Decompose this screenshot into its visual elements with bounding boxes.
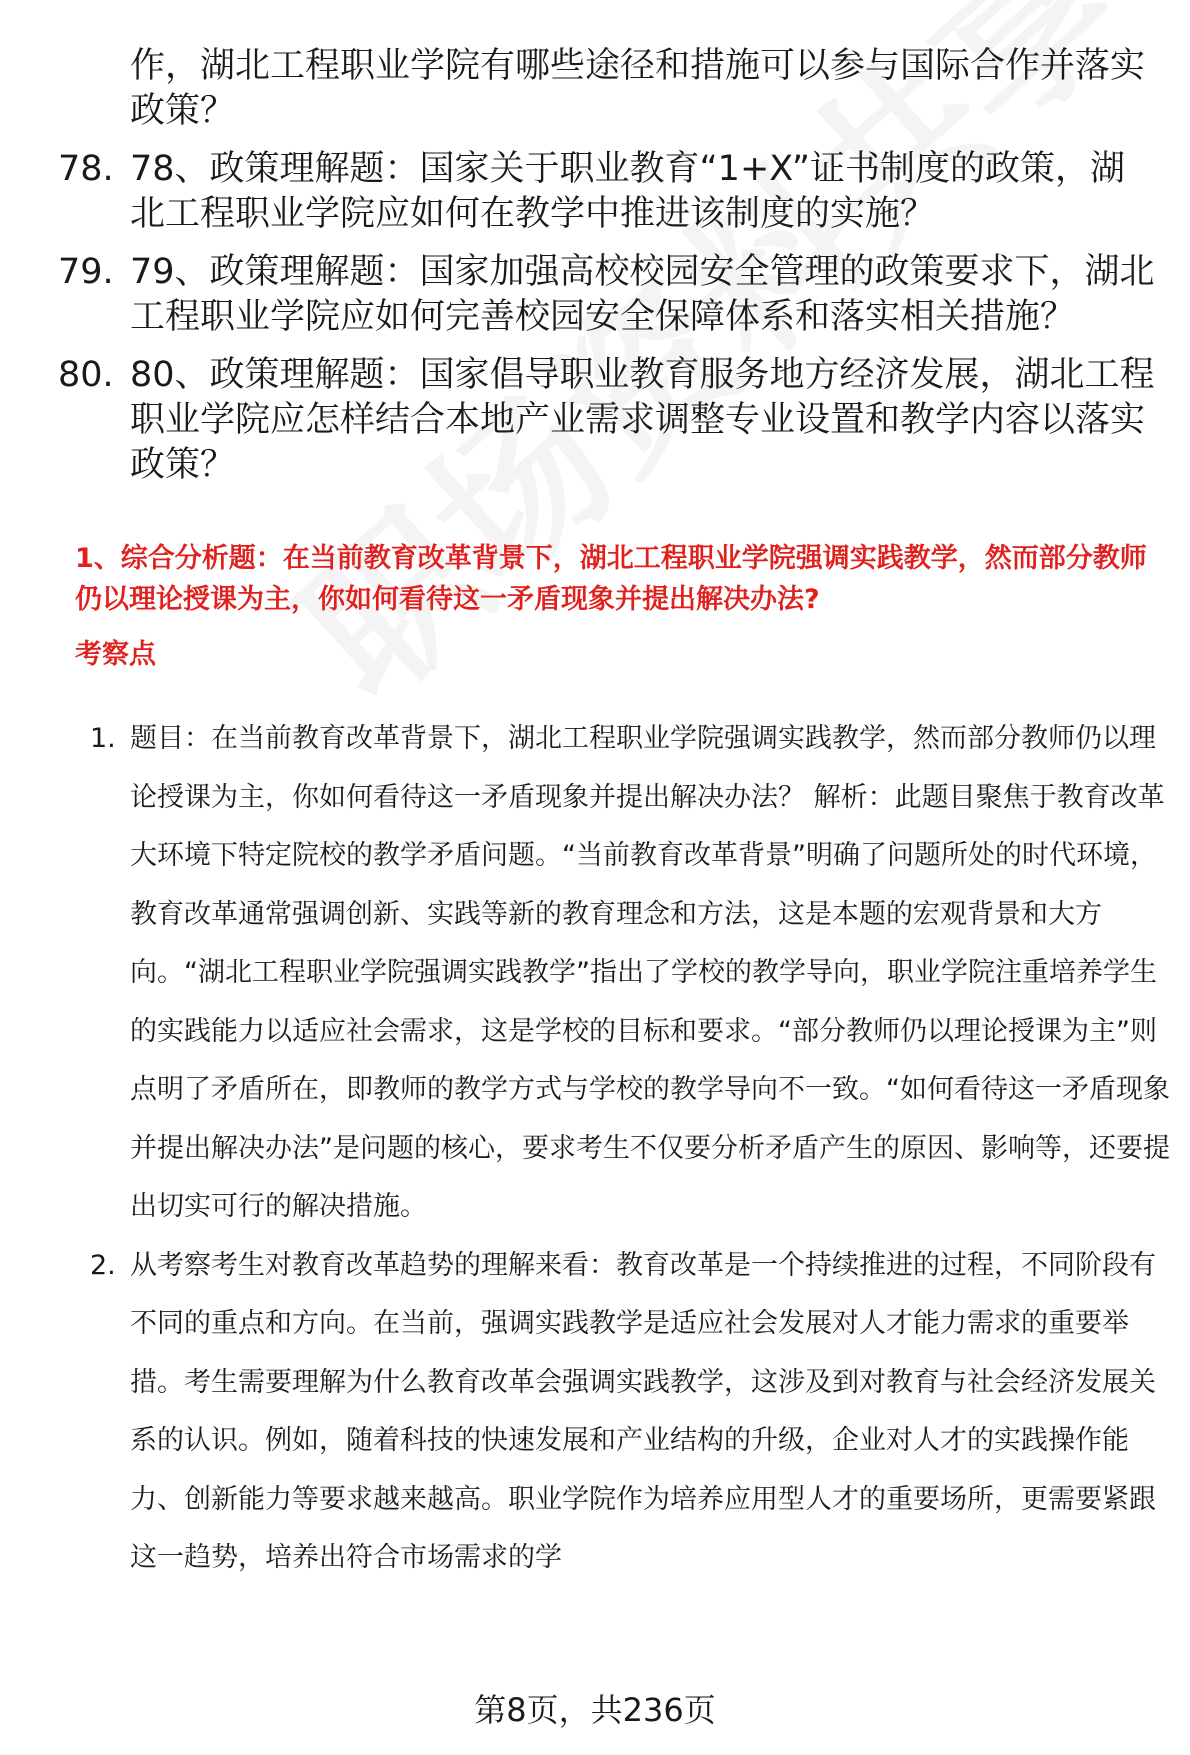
- question-number: 80.: [58, 355, 114, 395]
- answer-text: 从考察考生对教育改革趋势的理解来看：教育改革是一个持续推进的过程，不同阶段有不同的重点和方向。在当前，强调实践教学是适应社会发展对人才能力需求的重要举措。考生需要理解为什么教育改革会强调实践教学，这涉及到对教育与社会经济发展关系的认识。例如，随着科技的快速发展和产业结构的升级，企业对人才的实践操作能力、创新能力等要求越来越高。职业学院作为培养应用型人才的重要场所，更需要紧跟这一趋势，培养出符合市场需求的学: [130, 1249, 1156, 1573]
- section-title: 1、综合分析题：在当前教育改革背景下，湖北工程职业学院强调实践教学，然而部分教师仍以理论授课为主，你如何看待这一矛盾现象并提出解决办法?: [75, 543, 1147, 615]
- answer-list: [90, 710, 1170, 1588]
- question-77-continuation: 作，湖北工程职业学院有哪些途径和措施可以参与国际合作并落实政策？: [130, 46, 1146, 131]
- answer-number: 2.: [90, 1249, 116, 1281]
- list-item: [90, 1237, 1170, 1588]
- list-item: [58, 250, 1158, 340]
- answer-text: 题目：在当前教育改革背景下，湖北工程职业学院强调实践教学，然而部分教师仍以理论授课为主，你如何看待这一矛盾现象并提出解决办法？ 解析：此题目聚焦于教育改革大环境下特定院校的教学矛盾问题。“当前教育改革背景”明确了问题所处的时代环境，教育改革通常强调创新、实践等新的教育理念和方法，这是本题的宏观背景和大方向。“湖北工程职业学院强调实践教学”指出了学校的教学导向，职业学院注重培养学生的实践能力以适应社会需求，这是学校的目标和要求。“部分教师仍以理论授课为主”则点明了矛盾所在，即教师的教学方式与学校的教学导向不一致。“如何看待这一矛盾现象并提出解决办法”是问题的核心，要求考生不仅要分析矛盾产生的原因、影响等，还要提出切实可行的解决措施。: [130, 723, 1170, 1222]
- page-footer: 第8页，共236页: [474, 1691, 716, 1729]
- section-subtitle: 考察点: [75, 639, 156, 670]
- question-list: [58, 44, 1158, 501]
- list-item: [58, 147, 1158, 237]
- question-text: 80、政策理解题：国家倡导职业教育服务地方经济发展，湖北工程职业学院应怎样结合本地产业需求调整专业设置和教学内容以落实政策？: [130, 355, 1155, 485]
- list-item: [58, 353, 1158, 488]
- list-item: [90, 710, 1170, 1237]
- answer-number: 1.: [90, 723, 116, 754]
- question-text: 79、政策理解题：国家加强高校校园安全管理的政策要求下，湖北工程职业学院应如何完善校园安全保障体系和落实相关措施？: [130, 252, 1155, 337]
- question-text: 78、政策理解题：国家关于职业教育“1+X”证书制度的政策，湖北工程职业学院应如何在教学中推进该制度的实施？: [130, 149, 1125, 234]
- question-number: 78.: [58, 149, 114, 189]
- question-number: 79.: [58, 252, 114, 292]
